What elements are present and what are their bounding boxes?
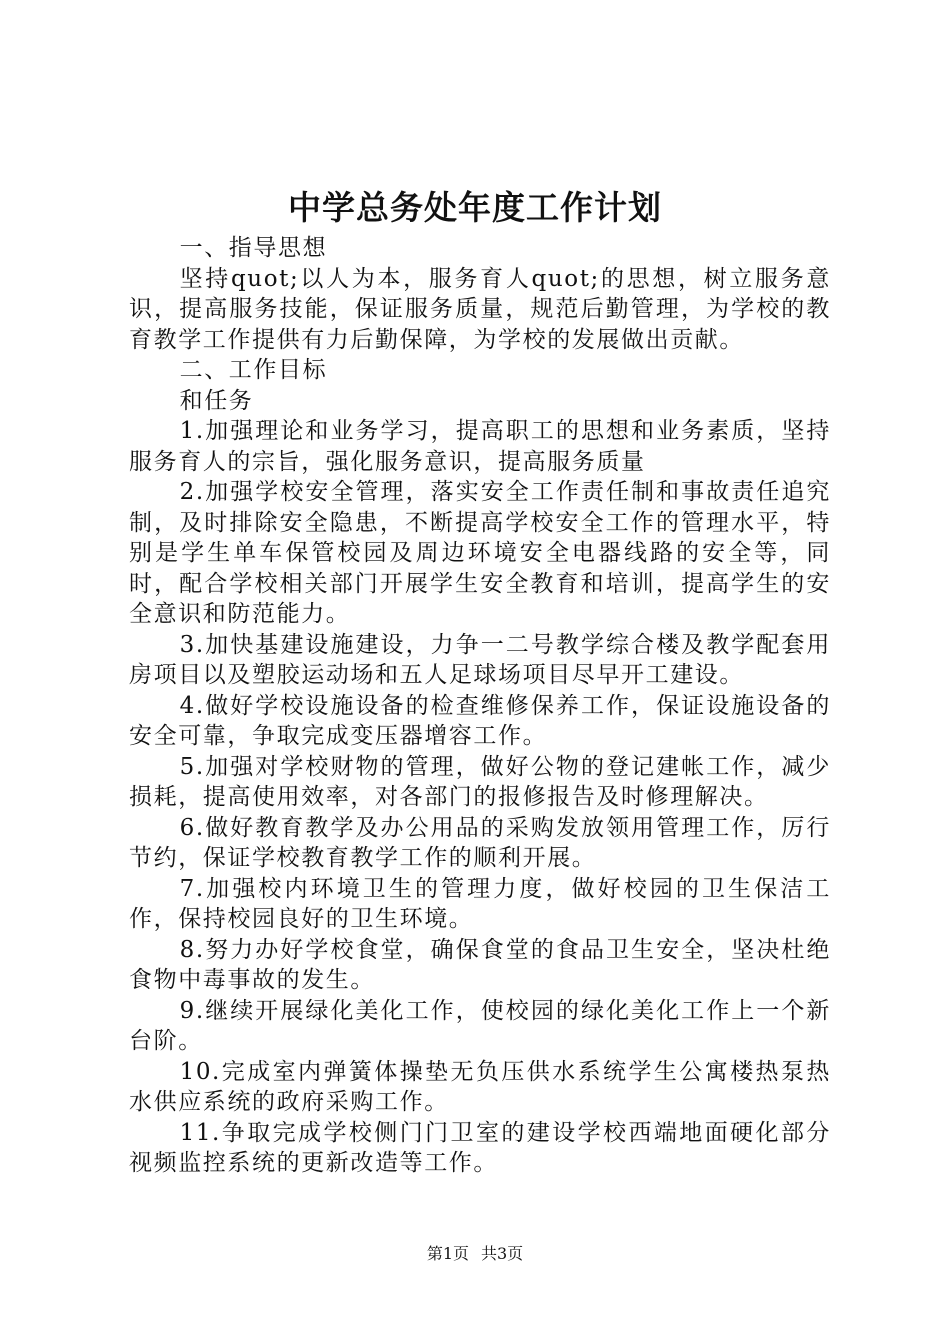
- list-item: 4.做好学校设施设备的检查维修保养工作，保证设施设备的安全可靠，争取完成变压器增容工作。: [129, 692, 831, 749]
- list-item: 7.加强校内环境卫生的管理力度，做好校园的卫生保洁工作，保持校园良好的卫生环境。: [129, 875, 831, 932]
- page-number-total: 共3页: [481, 1244, 524, 1263]
- document-title: 中学总务处年度工作计划: [288, 188, 662, 227]
- document-body: [129, 233, 831, 1179]
- page-number-current: 第1页: [426, 1244, 469, 1263]
- list-item: 10.完成室内弹簧体操垫无负压供水系统学生公寓楼热泵热水供应系统的政府采购工作。: [129, 1058, 831, 1115]
- list-item: 5.加强对学校财物的管理，做好公物的登记建帐工作，减少损耗，提高使用效率，对各部门的报修报告及时修理解决。: [129, 753, 831, 810]
- section-heading: 二、工作目标: [179, 357, 328, 383]
- list-item: 3.加快基建设施建设，力争一二号教学综合楼及教学配套用房项目以及塑胶运动场和五人足球场项目尽早开工建设。: [129, 631, 831, 688]
- list-item: 11.争取完成学校侧门门卫室的建设学校西端地面硬化部分视频监控系统的更新改造等工作。: [129, 1119, 831, 1176]
- list-item: 8.努力办好学校食堂，确保食堂的食品卫生安全，坚决杜绝食物中毒事故的发生。: [129, 936, 831, 993]
- page-footer: [0, 1243, 950, 1265]
- list-item: 6.做好教育教学及办公用品的采购发放领用管理工作，厉行节约，保证学校教育教学工作的顺利开展。: [129, 814, 831, 871]
- section-heading-continuation: 和任务: [179, 387, 254, 414]
- list-item: 2.加强学校安全管理，落实安全工作责任制和事故责任追究制，及时排除安全隐患，不断提高学校安全工作的管理水平，特别是学生单车保管校园及周边环境安全电器线路的安全等，同时，配合学校相关部门开展学生安全教育和培训，提高学生的安全意识和防范能力。: [129, 479, 831, 627]
- paragraph: 坚持quot;以人为本，服务育人quot;的思想，树立服务意识，提高服务技能，保证服务质量，规范后勤管理，为学校的教育教学工作提供有力后勤保障，为学校的发展做出贡献。: [129, 265, 831, 353]
- section-heading: 一、指导思想: [179, 235, 328, 261]
- list-item: 1.加强理论和业务学习，提高职工的思想和业务素质，坚持服务育人的宗旨，强化服务意识，提高服务质量: [129, 418, 831, 475]
- list-item: 9.继续开展绿化美化工作，使校园的绿化美化工作上一个新台阶。: [129, 997, 831, 1054]
